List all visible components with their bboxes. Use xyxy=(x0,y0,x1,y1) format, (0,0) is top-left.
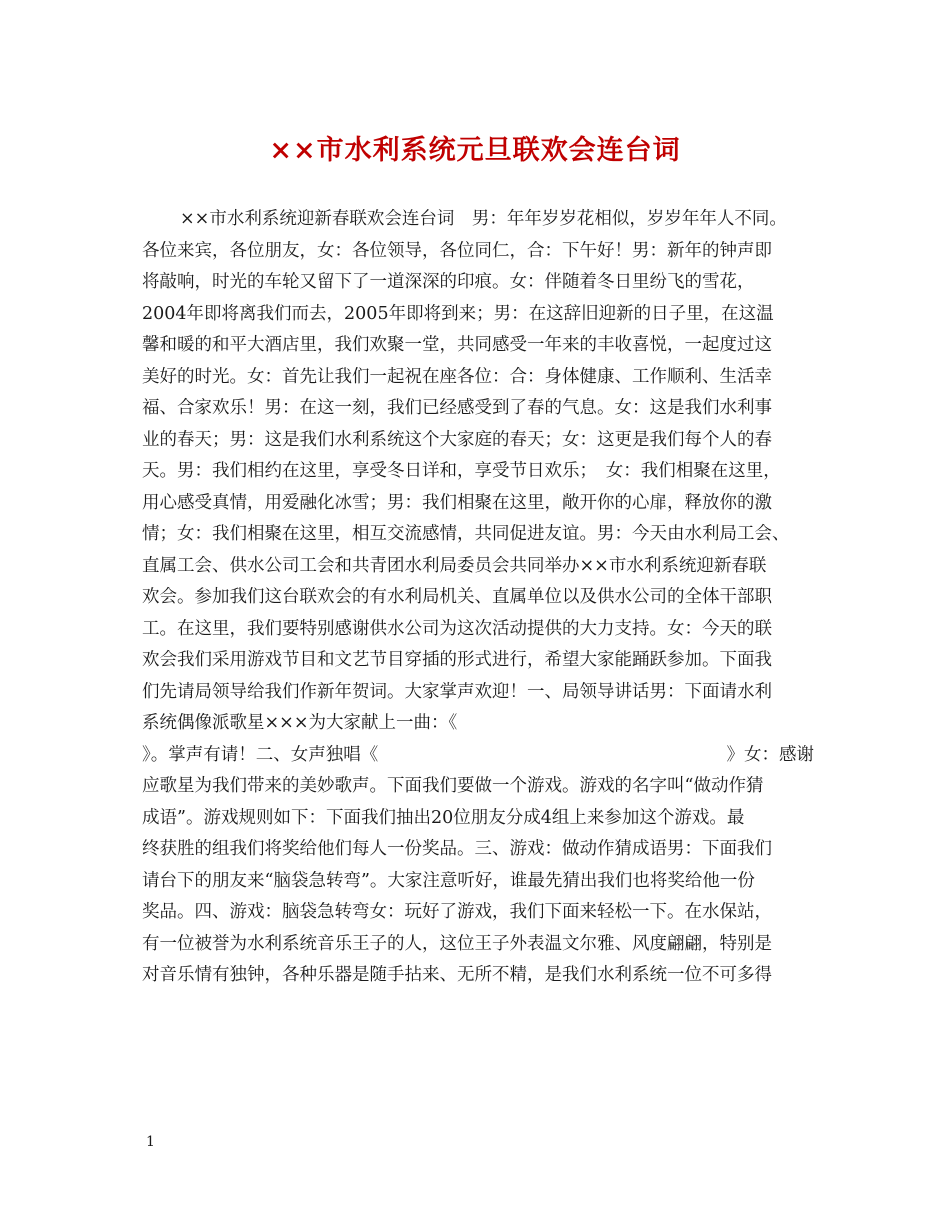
document-title: ××市水利系统元旦联欢会连台词 xyxy=(269,135,681,166)
body-line: 终获胜的组我们将奖给他们每人一份奖品。三、游戏：做动作猜成语男：下面我们 xyxy=(142,839,772,859)
body-line: 成语”。游戏规则如下：下面我们抽出20位朋友分成4组上来参加这个游戏。最 xyxy=(142,807,745,828)
page-number: 1 xyxy=(146,1134,155,1150)
body-line: 系统偶像派歌星×××为大家献上一曲：《 xyxy=(142,713,458,733)
split-line-right: 》女：感谢 xyxy=(726,744,814,765)
body-line: 情；女：我们相聚在这里，相互交流感情，共同促进友谊。男：今天由水利局工会、 xyxy=(142,524,790,544)
body-line: 欢会我们采用游戏节目和文艺节目穿插的形式进行，希望大家能踊跃参加。下面我 xyxy=(142,650,772,670)
body-line: 天。男：我们相约在这里，享受冬日详和，享受节日欢乐； 女：我们相聚在这里， xyxy=(142,461,781,481)
body-line: ××市水利系统迎新春联欢会连台词 男：年年岁岁花相似，岁岁年年人不同。 xyxy=(180,209,787,229)
split-line-left: 》。掌声有请！二、女声独唱《 xyxy=(142,744,379,765)
document-body xyxy=(142,204,814,992)
body-line: 业的春天；男：这是我们水利系统这个大家庭的春天；女：这更是我们每个人的春 xyxy=(142,429,772,450)
body-line: 美好的时光。女：首先让我们一起祝在座各位：合：身体健康、工作顺利、生活幸 xyxy=(142,366,772,387)
body-line: 用心感受真情，用爱融化冰雪；男：我们相聚在这里，敞开你的心扉，释放你的激 xyxy=(142,492,772,513)
body-line: 2004年即将离我们而去，2005年即将到来；男：在这辞旧迎新的日子里，在这温 xyxy=(142,303,774,324)
body-line: 直属工会、供水公司工会和共青团水利局委员会共同举办××市水利系统迎新春联 xyxy=(142,555,767,576)
body-line: 工。在这里，我们要特别感谢供水公司为这次活动提供的大力支持。女：今天的联 xyxy=(142,618,772,639)
body-line: 福、合家欢乐！男：在这一刻，我们已经感受到了春的气息。女：这是我们水利事 xyxy=(142,398,772,418)
body-line: 馨和暖的和平大酒店里，我们欢聚一堂，共同感受一年来的丰收喜悦，一起度过这 xyxy=(142,335,772,355)
body-line: 们先请局领导给我们作新年贺词。大家掌声欢迎！一、局领导讲话男：下面请水利 xyxy=(142,681,772,702)
body-line: 对音乐情有独钟，各种乐器是随手拈来、无所不精，是我们水利系统一位不可多得 xyxy=(142,965,772,985)
body-line: 应歌星为我们带来的美妙歌声。下面我们要做一个游戏。游戏的名字叫“做动作猜 xyxy=(142,776,764,796)
body-line: 欢会。参加我们这台联欢会的有水利局机关、直属单位以及供水公司的全体干部职 xyxy=(142,587,772,607)
body-line: 各位来宾，各位朋友，女：各位领导，各位同仁，合：下午好！男：新年的钟声即 xyxy=(142,240,772,261)
body-line-split xyxy=(142,740,814,772)
body-line: 将敲响，时光的车轮又留下了一道深深的印痕。女：伴随着冬日里纷飞的雪花， xyxy=(142,272,755,292)
body-line: 奖品。四、游戏：脑袋急转弯女：玩好了游戏，我们下面来轻松一下。在水保站， xyxy=(142,902,772,922)
body-line: 有一位被誉为水利系统音乐王子的人，这位王子外表温文尔雅、风度翩翩，特别是 xyxy=(142,933,772,954)
body-line: 请台下的朋友来“脑袋急转弯”。大家注意听好，谁最先猜出我们也将奖给他一份 xyxy=(142,870,755,891)
